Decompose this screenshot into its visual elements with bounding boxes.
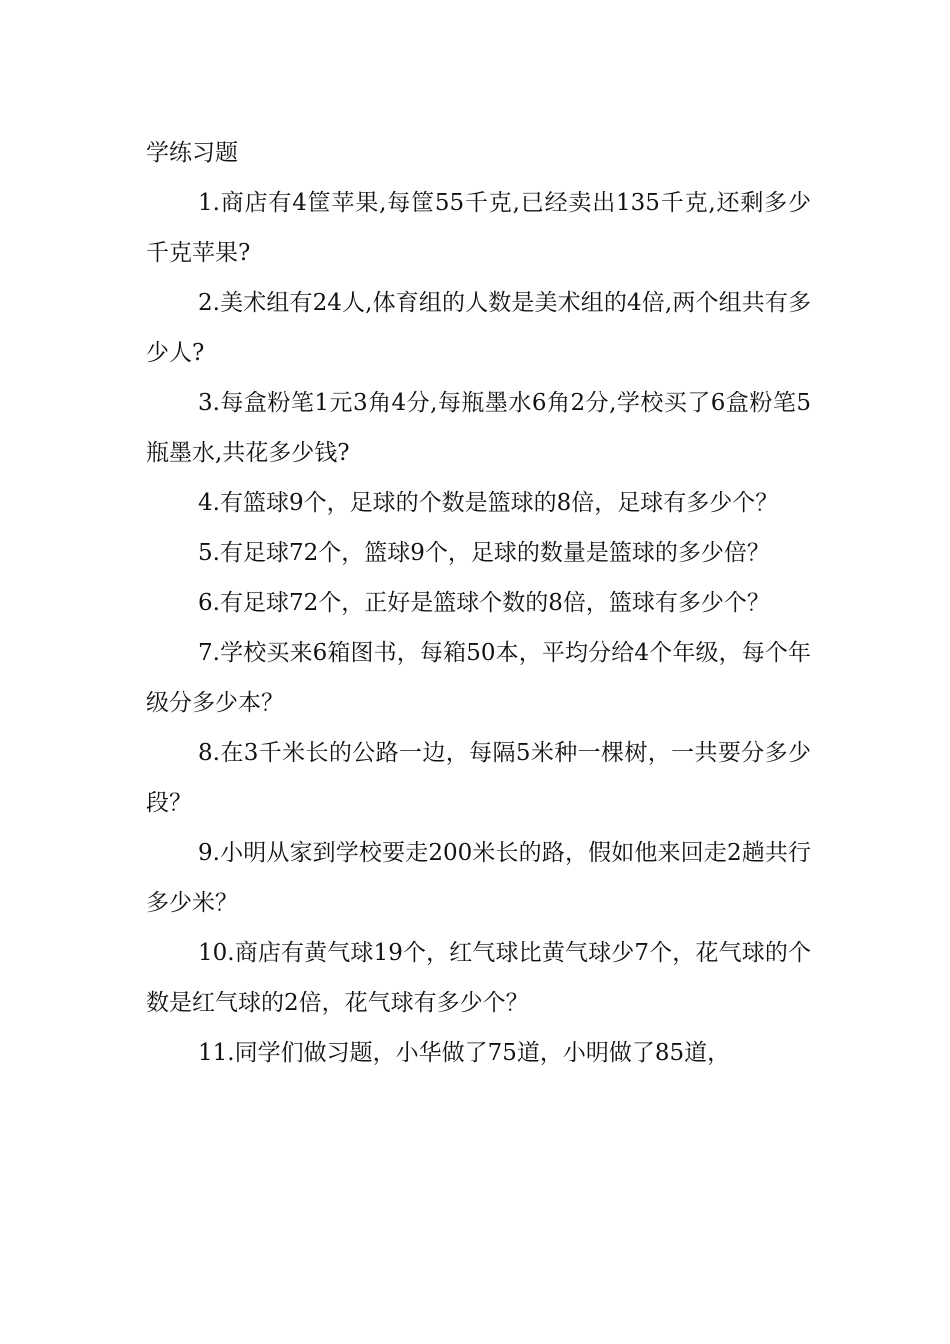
problem-2: 2.美术组有24人,体育组的人数是美术组的4倍,两个组共有多少人? [146, 290, 811, 366]
problem-10: 10.商店有黄气球19个，红气球比黄气球少7个，花气球的个数是红气球的2倍，花气球有多少个？ [146, 940, 811, 1016]
problem-11: 11.同学们做习题，小华做了75道，小明做了85道， [198, 1040, 731, 1066]
problem-5: 5.有足球72个，篮球9个，足球的数量是篮球的多少倍？ [198, 540, 770, 566]
document-body [146, 128, 811, 1078]
document-title: 学练习题 [146, 140, 238, 166]
problem-4: 4.有篮球9个，足球的个数是篮球的8倍，足球有多少个？ [198, 490, 779, 516]
problem-9: 9.小明从家到学校要走200米长的路，假如他来回走2趟共行多少米？ [146, 840, 811, 916]
problem-7: 7.学校买来6箱图书，每箱50本，平均分给4个年级，每个年级分多少本？ [146, 640, 811, 716]
problem-6: 6.有足球72个，正好是篮球个数的8倍，篮球有多少个？ [198, 590, 770, 616]
problem-8: 8.在3千米长的公路一边，每隔5米种一棵树，一共要分多少段？ [146, 740, 811, 816]
problem-3: 3.每盒粉笔1元3角4分,每瓶墨水6角2分,学校买了6盒粉笔5瓶墨水,共花多少钱? [146, 390, 811, 466]
problem-1: 1.商店有4筐苹果,每筐55千克,已经卖出135千克,还剩多少千克苹果? [146, 190, 811, 266]
